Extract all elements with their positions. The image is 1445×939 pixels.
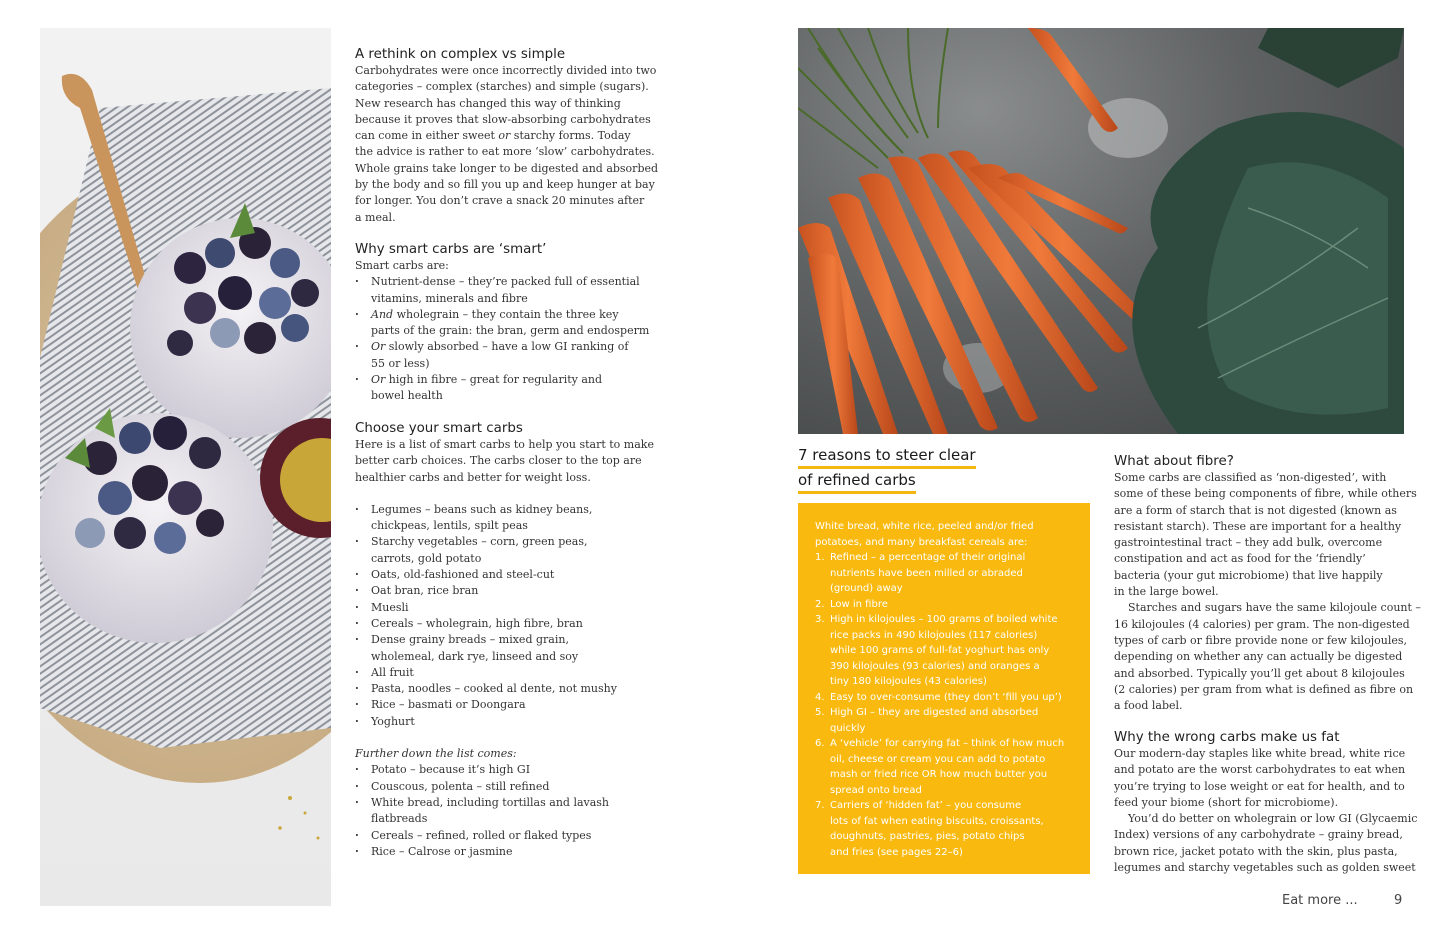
text-line: · Legumes – beans such as kidney beans,: [371, 502, 593, 516]
heading-smart-carbs: Why smart carbs are ‘smart’: [355, 242, 547, 257]
text-line: mash or fried rice OR how much butter you: [830, 769, 1048, 780]
text-line: quickly: [830, 722, 866, 734]
text-line: for longer. You don’t crave a snack 20 minutes after: [355, 194, 645, 208]
further-down-label: [355, 746, 645, 762]
text-line: Our modern-day staples like white bread, white rice: [1114, 747, 1406, 760]
list-item: [355, 779, 645, 795]
text-line: Refined – a percentage of their original: [830, 552, 1026, 563]
text-line: [371, 339, 645, 355]
photo-carrots-and-greens: [798, 28, 1404, 434]
list-item: [355, 665, 645, 681]
text-line: · Dense grainy breads – mixed grain,: [371, 633, 569, 647]
headline-line-2: of refined carbs: [798, 471, 916, 494]
running-footer-label: Eat more ...: [1282, 893, 1358, 908]
section-wrong-carbs: [1114, 730, 1418, 876]
list-item: [355, 583, 645, 599]
berry-bowls-illustration: [40, 28, 331, 906]
emphasis: Or: [371, 340, 386, 354]
text-line: · Yoghurt: [371, 714, 415, 728]
list-item: [355, 616, 645, 632]
smart-carbs-body: [355, 258, 650, 405]
text-line: chickpeas, lentils, spilt peas: [371, 519, 528, 533]
emphasis: And: [371, 307, 394, 321]
carrot-greens: [798, 28, 948, 168]
item-number: 3.: [815, 614, 825, 625]
text-line: nutrients have been milled or abraded: [830, 567, 1023, 579]
text-line: · Starchy vegetables – corn, green peas,: [371, 535, 588, 549]
text-line: by the body and so fill you up and keep hunger at bay: [355, 178, 655, 192]
heading-complex-vs-simple: A rethink on complex vs simple: [355, 47, 566, 62]
text-line: constipation and act as food for the ‘friendly’: [1114, 552, 1366, 566]
list-item: [815, 550, 1085, 597]
text-line: better carb choices. The carbs closer to the top are: [355, 454, 642, 468]
emphasis: Further down the list comes:: [355, 747, 517, 761]
less-smart-carbs-list: [355, 762, 645, 860]
text-line: [371, 372, 645, 388]
text-line: doughnuts, pastries, pies, potato chips: [830, 831, 1025, 842]
list-item: [355, 681, 645, 697]
list-item: [355, 844, 645, 860]
section-fibre: [1114, 454, 1421, 714]
list-item: [815, 597, 1085, 613]
text-line: brown rice, jacket potato with the skin, plus pasta,: [1114, 844, 1398, 858]
text-line: and potato are the worst carbohydrates to eat when: [1114, 763, 1406, 777]
text-line: · Cereals – wholegrain, high fibre, bran: [371, 616, 583, 630]
list-item: [815, 612, 1085, 690]
heading-choose-smart-carbs: Choose your smart carbs: [355, 421, 523, 436]
text-line: the advice is rather to eat more ‘slow’ carbohydrates.: [355, 145, 655, 159]
choose-smart-carbs-body: [355, 437, 654, 860]
callout-content: [815, 519, 1085, 860]
text-fragment: can come in either sweet: [355, 129, 499, 143]
refined-carbs-reasons-list: [815, 550, 1085, 860]
emphasis-or: or: [498, 129, 511, 143]
text-line: potatoes, and many breakfast cereals are:: [815, 536, 1028, 548]
section-smart-carbs: [355, 242, 650, 405]
text-line: High in kilojoules – 100 grams of boiled white: [830, 614, 1058, 625]
reasons-headline: [798, 446, 976, 496]
section-complex-vs-simple: [355, 47, 659, 226]
text-line: Carriers of ‘hidden fat’ – you consume: [830, 800, 1022, 811]
text-line: · Rice – basmati or Doongara: [371, 698, 526, 712]
list-item: [815, 705, 1085, 736]
text-line: because it proves that slow-absorbing carbohydrates: [355, 112, 651, 126]
text-line: · Oats, old-fashioned and steel-cut: [371, 568, 555, 582]
carrots-illustration: [798, 28, 1404, 434]
text-line: a food label.: [1114, 699, 1183, 713]
text-line: oil, cheese or cream you can add to potato: [830, 753, 1046, 765]
text-line: · All fruit: [371, 665, 414, 679]
text-line: 55 or less): [371, 356, 430, 370]
text-line: High GI – they are digested and absorbed: [830, 707, 1039, 718]
heading-wrong-carbs: Why the wrong carbs make us fat: [1114, 730, 1340, 745]
text-line: · Cereals – refined, rolled or flaked types: [371, 828, 592, 842]
item-number: 4.: [815, 691, 825, 703]
text-line: in the large bowel.: [1114, 585, 1219, 599]
text-line: · Couscous, polenta – still refined: [371, 779, 550, 793]
section-choose-smart-carbs: [355, 421, 654, 860]
item-number: 5.: [815, 707, 825, 718]
text-line: Index) versions of any carbohydrate – grainy bread,: [1114, 828, 1403, 842]
text-line: · Oat bran, rice bran: [371, 584, 479, 598]
text-line: (ground) away: [830, 583, 903, 594]
text-line: White bread, white rice, peeled and/or fried: [815, 521, 1034, 532]
text-line: bowel health: [371, 389, 443, 403]
list-item: [815, 798, 1085, 860]
item-number: 2.: [815, 598, 825, 610]
text-line: New research has changed this way of thinking: [355, 96, 621, 110]
list-item: [355, 632, 645, 665]
text-line: Whole grains take longer to be digested and absorbed: [355, 161, 659, 175]
list-item: [355, 274, 645, 307]
list-item: [355, 714, 645, 730]
list-item: [355, 372, 645, 405]
list-item: [355, 600, 645, 616]
text-line: are a form of starch that is not digested (known as: [1114, 503, 1397, 517]
text-line: legumes and starchy vegetables such as golden sweet: [1114, 861, 1416, 875]
text-fragment: starchy forms. Today: [510, 129, 631, 143]
text-line: tiny 180 kilojoules (43 calories): [830, 676, 987, 687]
text-fragment: slowly absorbed – have a low GI ranking of: [385, 340, 629, 354]
item-number: 1.: [815, 552, 825, 563]
text-line: flatbreads: [371, 812, 428, 826]
smart-carbs-list: [355, 274, 650, 404]
text-line: · Muesli: [371, 600, 409, 614]
text-line: spread onto bread: [830, 784, 922, 796]
text-line: 390 kilojoules (93 calories) and oranges a: [830, 660, 1040, 672]
text-line: Here is a list of smart carbs to help you start to make: [355, 438, 654, 451]
text-line: feed your biome (short for microbiome).: [1114, 795, 1339, 809]
list-item: [355, 534, 645, 567]
fibre-body: [1114, 470, 1421, 714]
heading-fibre: What about fibre?: [1114, 454, 1234, 469]
text-line: Easy to over-consume (they don’t ‘fill you up’): [830, 691, 1062, 703]
text-line: gastrointestinal tract – they add bulk, overcome: [1114, 536, 1383, 550]
text-line: [371, 307, 645, 323]
text-line: Low in fibre: [830, 598, 888, 610]
text-line: you’re trying to lose weight or eat for health, and to: [1114, 779, 1405, 793]
text-line: resistant starch). These are important for a healthy: [1114, 519, 1402, 533]
paragraph-complex-vs-simple: [355, 63, 659, 226]
text-line: rice packs in 490 kilojoules (117 calories): [830, 629, 1038, 641]
crumbs: [278, 796, 319, 840]
emphasis: Or: [371, 373, 386, 387]
text-line: You’d do better on wholegrain or low GI (Glycaemic: [1128, 812, 1418, 826]
text-line: Some carbs are classified as ‘non-digested’, with: [1114, 471, 1387, 484]
text-line: some of these being components of fibre, while others: [1114, 487, 1417, 501]
text-line: types of carb or fibre provide none or few kilojoules,: [1114, 633, 1408, 647]
item-number: 7.: [815, 800, 825, 811]
text-line: · Pasta, noodles – cooked al dente, not mushy: [371, 682, 617, 696]
text-line: parts of the grain: the bran, germ and endosperm: [371, 324, 650, 338]
headline-line-1: 7 reasons to steer clear: [798, 446, 976, 469]
text-line: vitamins, minerals and fibre: [371, 291, 528, 305]
text-line: [355, 128, 645, 144]
text-line: 16 kilojoules (4 calories) per gram. The non-digested: [1114, 617, 1410, 631]
leafy-greens: [1132, 28, 1404, 434]
glass-bottom: [40, 413, 273, 643]
list-item: [355, 762, 645, 778]
text-line: categories – complex (starches) and simple (sugars).: [355, 80, 649, 94]
text-line: (2 calories) per gram from what is defined as fibre on: [1114, 682, 1414, 696]
text-fragment: wholegrain – they contain the three key: [393, 307, 619, 321]
text-line: Carbohydrates were once incorrectly divided into two: [355, 64, 657, 77]
text-line: A ‘vehicle’ for carrying fat – think of how much: [830, 738, 1065, 749]
list-item: [815, 736, 1085, 798]
text-line: bacteria (your gut microbiome) that live happily: [1114, 568, 1383, 582]
list-item: [355, 828, 645, 844]
list-item: [355, 795, 645, 828]
text-line: · Nutrient-dense – they’re packed full of essential: [371, 275, 640, 289]
wrong-carbs-body: [1114, 746, 1418, 876]
text-line: · Rice – Calrose or jasmine: [371, 844, 513, 858]
smart-carbs-ranked-list: [355, 502, 645, 730]
text-line: healthier carbs and better for weight loss.: [355, 470, 591, 484]
list-item: [355, 502, 645, 535]
text-line: and absorbed. Typically you’ll get about 8 kilojoules: [1114, 666, 1405, 680]
text-line: · Potato – because it’s high GI: [371, 763, 531, 777]
page-number: 9: [1394, 893, 1403, 908]
list-item: [355, 307, 650, 340]
text-line: depending on whether any can actually be digested: [1114, 650, 1403, 664]
text-line: lots of fat when eating biscuits, croissants,: [830, 815, 1044, 827]
photo-berry-oat-bowls: [40, 28, 331, 906]
text-line: while 100 grams of full-fat yoghurt has only: [830, 645, 1050, 656]
text-line: · White bread, including tortillas and lavash: [371, 795, 610, 809]
text-fragment: high in fibre – great for regularity and: [385, 373, 603, 387]
refined-carbs-callout-box: [798, 503, 1090, 874]
item-number: 6.: [815, 738, 825, 749]
text-line: Starches and sugars have the same kilojoule count –: [1128, 601, 1421, 615]
text-line: a meal.: [355, 210, 396, 224]
list-item: [355, 697, 645, 713]
list-item: [355, 339, 645, 372]
list-item: [355, 567, 645, 583]
text-line: Smart carbs are:: [355, 259, 449, 272]
text-line: and fries (see pages 22–6): [830, 846, 963, 858]
text-line: carrots, gold potato: [371, 551, 482, 565]
list-item: [815, 690, 1085, 706]
text-line: wholemeal, dark rye, linseed and soy: [371, 649, 579, 663]
